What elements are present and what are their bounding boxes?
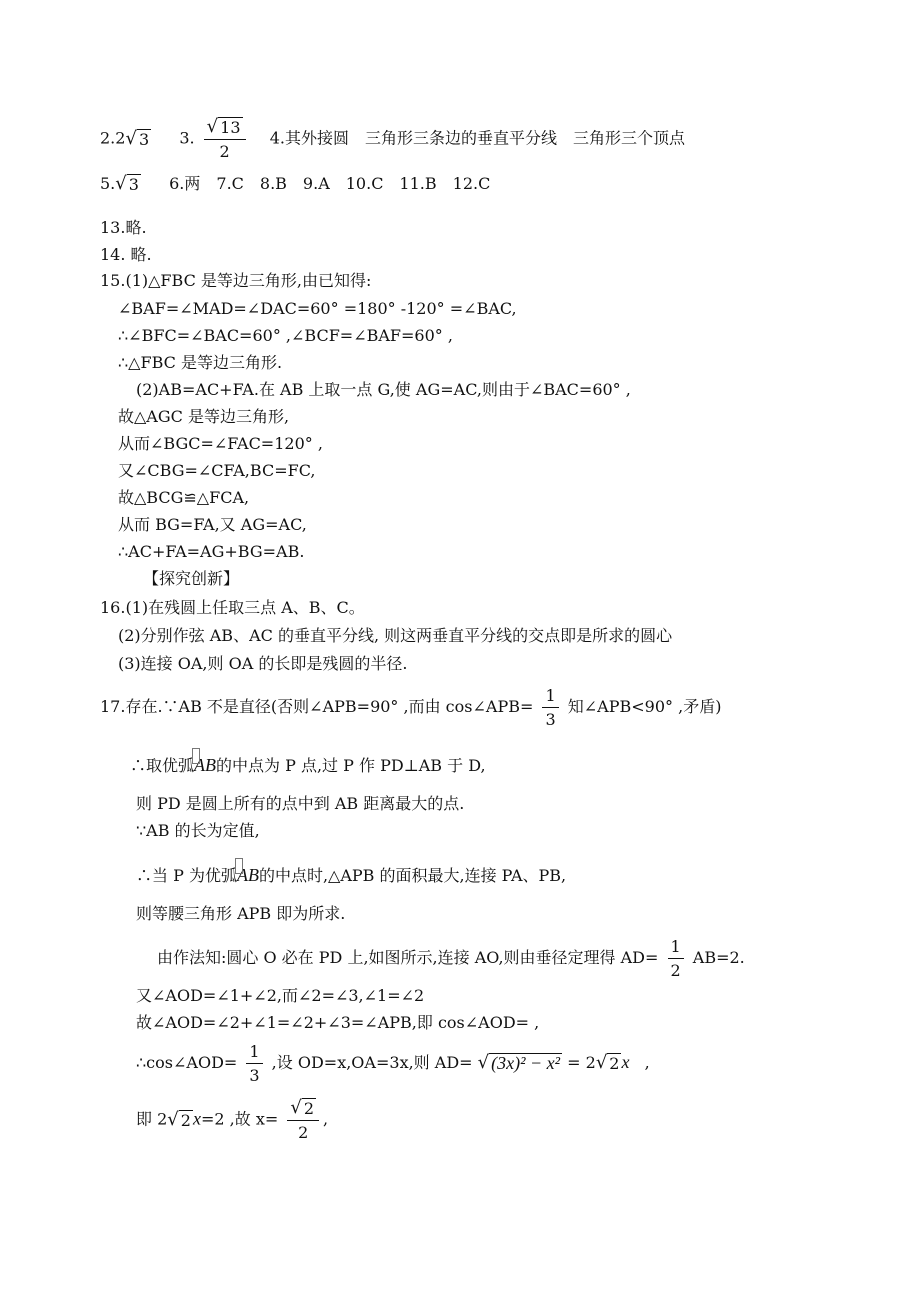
answers-5-12 (100, 173, 490, 195)
q15-line-1: ∠BAF=∠MAD=∠DAC=60° =180° -120° =∠BAC, (118, 299, 517, 318)
fraction-one-third: $\frac{1}{3}$ (246, 1042, 262, 1085)
answer-14: 14. 略. (100, 245, 152, 264)
q17-line-8: 又∠AOD=∠1+∠2,而∠2=∠3,∠1=∠2 (136, 986, 425, 1005)
q17-line-6: 则等腰三角形 APB 即为所求. (136, 904, 346, 923)
q17-line-9: 故∠AOD=∠2+∠1=∠2+∠3=∠APB,即 cos∠AOD= , (136, 1013, 540, 1032)
q15-line-5: 故△AGC 是等边三角形, (118, 407, 290, 426)
q17-line-1: 17.存在.∵AB 不是直径(否则∠APB=90° ,而由 cos∠APB= $\frac{1}{3}$ 知∠APB<90° ,矛盾) (100, 686, 722, 729)
sqrt-two: √ 2 (595, 1052, 620, 1073)
q17-line-7: 由作法知:圆心 O 必在 PD 上,如图所示,连接 AO,则由垂径定理得 AD= $\frac{1}{2}$ AB=2. (157, 937, 745, 980)
answer-5-sqrt: √ 3 (115, 173, 139, 194)
q16-line-3: (3)连接 OA,则 OA 的长即是残圆的半径. (118, 654, 408, 673)
q16-line-1: 16.(1)在残圆上任取三点 A、B、C。 (100, 598, 365, 617)
q17-line-2: ∴取优弧 AB的中点为 P 点,过 P 作 PD⊥AB 于 D, (130, 754, 486, 777)
arc-ab-symbol: AB (194, 754, 216, 777)
answer-4-text: 4.其外接圆 三角形三条边的垂直平分线 三角形三个顶点 (269, 128, 685, 148)
q17-line-11: 即 2 √ 2 x=2 ,故 x= √ 2 2 , (136, 1097, 329, 1142)
q15-line-4: (2)AB=AC+FA.在 AB 上取一点 G,使 AG=AC,则由于∠BAC=60° , (136, 380, 631, 399)
q17-line-4: ∵AB 的长为定值, (136, 821, 260, 840)
answer-2-coef: 2 (115, 128, 126, 148)
q15-line-2: ∴∠BFC=∠BAC=60° ,∠BCF=∠BAF=60° , (118, 326, 453, 345)
fraction-root2-over-2: √ 2 2 (287, 1098, 319, 1142)
fraction-one-half: $\frac{1}{2}$ (668, 937, 684, 980)
q15-line-8: 故△BCG≌△FCA, (118, 488, 250, 507)
answers-6-12-text: 6.两 7.C 8.B 9.A 10.C 11.B 12.C (169, 174, 491, 193)
sqrt-ad-expression: √ (3x)² − x² (477, 1052, 561, 1073)
q15-line-9: 从而 BG=FA,又 AG=AC, (118, 515, 307, 534)
answers-2-4 (100, 117, 685, 161)
q16-line-2: (2)分别作弦 AB、AC 的垂直平分线, 则这两垂直平分线的交点即是所求的圆心 (118, 626, 673, 645)
fraction-one-third: $\frac{1}{3}$ (542, 686, 558, 729)
answer-2-sqrt: √ 3 (125, 127, 150, 149)
answer-3-fraction: √ 13 2 (204, 117, 246, 161)
q17-line-10: ∴cos∠AOD= $\frac{1}{3}$ ,设 OD=x,OA=3x,则 AD= √ (3x)² − x² = 2 √ 2 x , (136, 1042, 650, 1085)
answer-5-label: 5. (100, 174, 116, 193)
q15-line-6: 从而∠BGC=∠FAC=120° , (118, 434, 323, 453)
answer-3-label: 3. (179, 128, 195, 148)
answer-13: 13.略. (100, 218, 147, 237)
q15-line-7: 又∠CBG=∠CFA,BC=FC, (118, 461, 316, 480)
sqrt-two: √ 2 (167, 1108, 191, 1130)
arc-ab-symbol: AB (237, 864, 259, 887)
q15-line-10: ∴AC+FA=AG+BG=AB. (118, 542, 305, 561)
q15-line-3: ∴△FBC 是等边三角形. (118, 353, 283, 372)
section-heading: 【探究创新】 (143, 569, 240, 588)
q17-line-5: ∴当 P 为优弧 AB的中点时,△APB 的面积最大,连接 PA、PB, (136, 864, 566, 887)
q17-line-3: 则 PD 是圆上所有的点中到 AB 距离最大的点. (136, 794, 465, 813)
q15-heading: 15.(1)△FBC 是等边三角形,由已知得: (100, 271, 372, 290)
answer-2-label: 2. (100, 128, 116, 148)
